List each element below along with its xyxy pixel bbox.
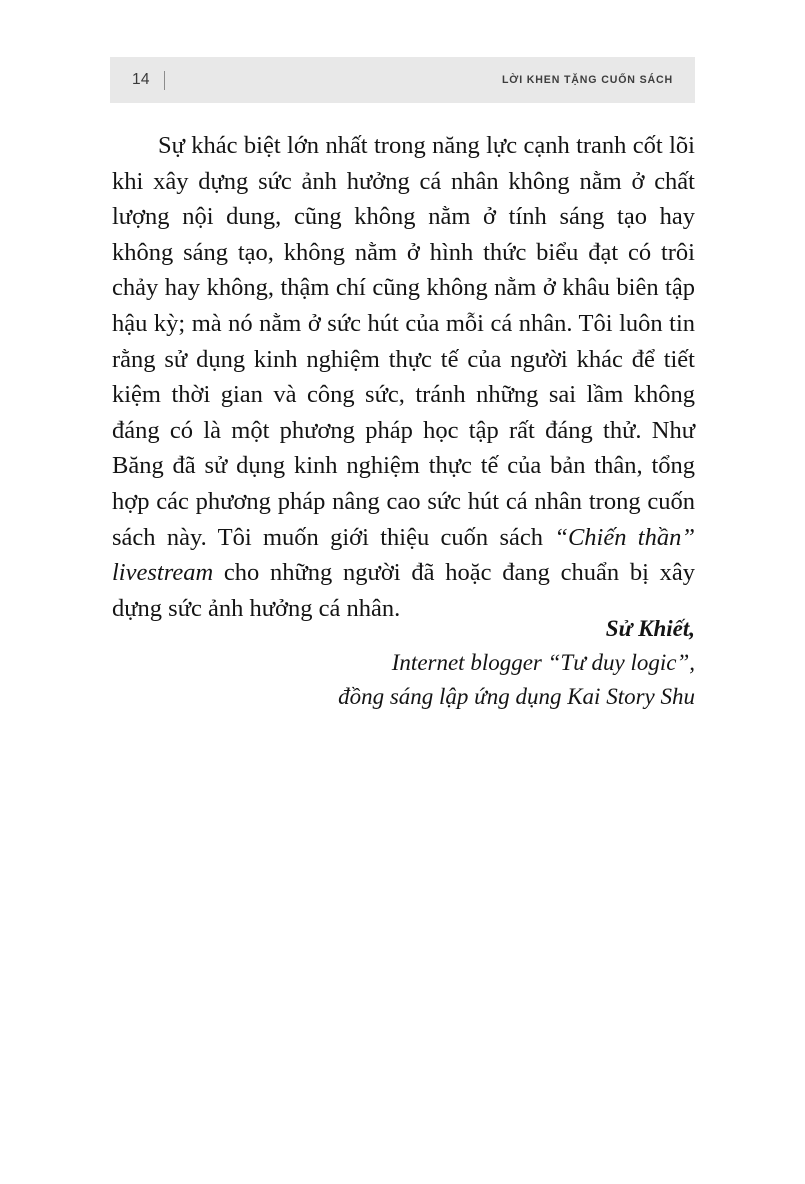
- book-title-italic: “Chiến thần” livestream: [112, 523, 695, 587]
- paragraph-text-part1: Sự khác biệt lớn nhất trong năng lực cạnh tranh cốt lõi khi xây dựng sức ảnh hưởng cá nhân không nằm ở chất lượng nội dung, cũng không nằm ở tính sáng tạo hay không sáng tạo, không nằm ở hình thức biểu đạt có trôi chảy hay không, thậm chí cũng không nằm ở khâu biên tập hậu kỳ; mà nó nằm ở sức hút của mỗi cá nhân. Tôi luôn tin rằng sử dụng kinh nghiệm thực tế của người khác để tiết kiệm thời gian và công sức, tránh những sai lầm không đáng có là một phương pháp học tập rất đáng thử. Như Băng đã sử dụng kinh nghiệm thực tế của bản thân, tổng hợp các phương pháp nâng cao sức hút cá nhân trong cuốn sách này. Tôi muốn giới thiệu cuốn sách: [112, 132, 695, 551]
- signature-name: Sử Khiết,: [605, 616, 695, 641]
- signature-role-line-2: đồng sáng lập ứng dụng Kai Story Shu: [338, 684, 695, 709]
- signature-role-line-1: Internet blogger “Tư duy logic”,: [391, 650, 695, 675]
- paragraph: [112, 128, 695, 626]
- signature-block: [112, 612, 695, 714]
- page-number: 14: [132, 71, 150, 89]
- running-header-inner: [110, 57, 695, 103]
- running-header: [110, 57, 695, 103]
- running-title: LỜI KHEN TẶNG CUỐN SÁCH: [501, 74, 673, 86]
- body-text: [112, 128, 695, 626]
- paragraph-text-part2: cho những người đã hoặc đang chuẩn bị xây dựng sức ảnh hưởng cá nhân.: [112, 559, 695, 622]
- header-divider: [164, 71, 165, 90]
